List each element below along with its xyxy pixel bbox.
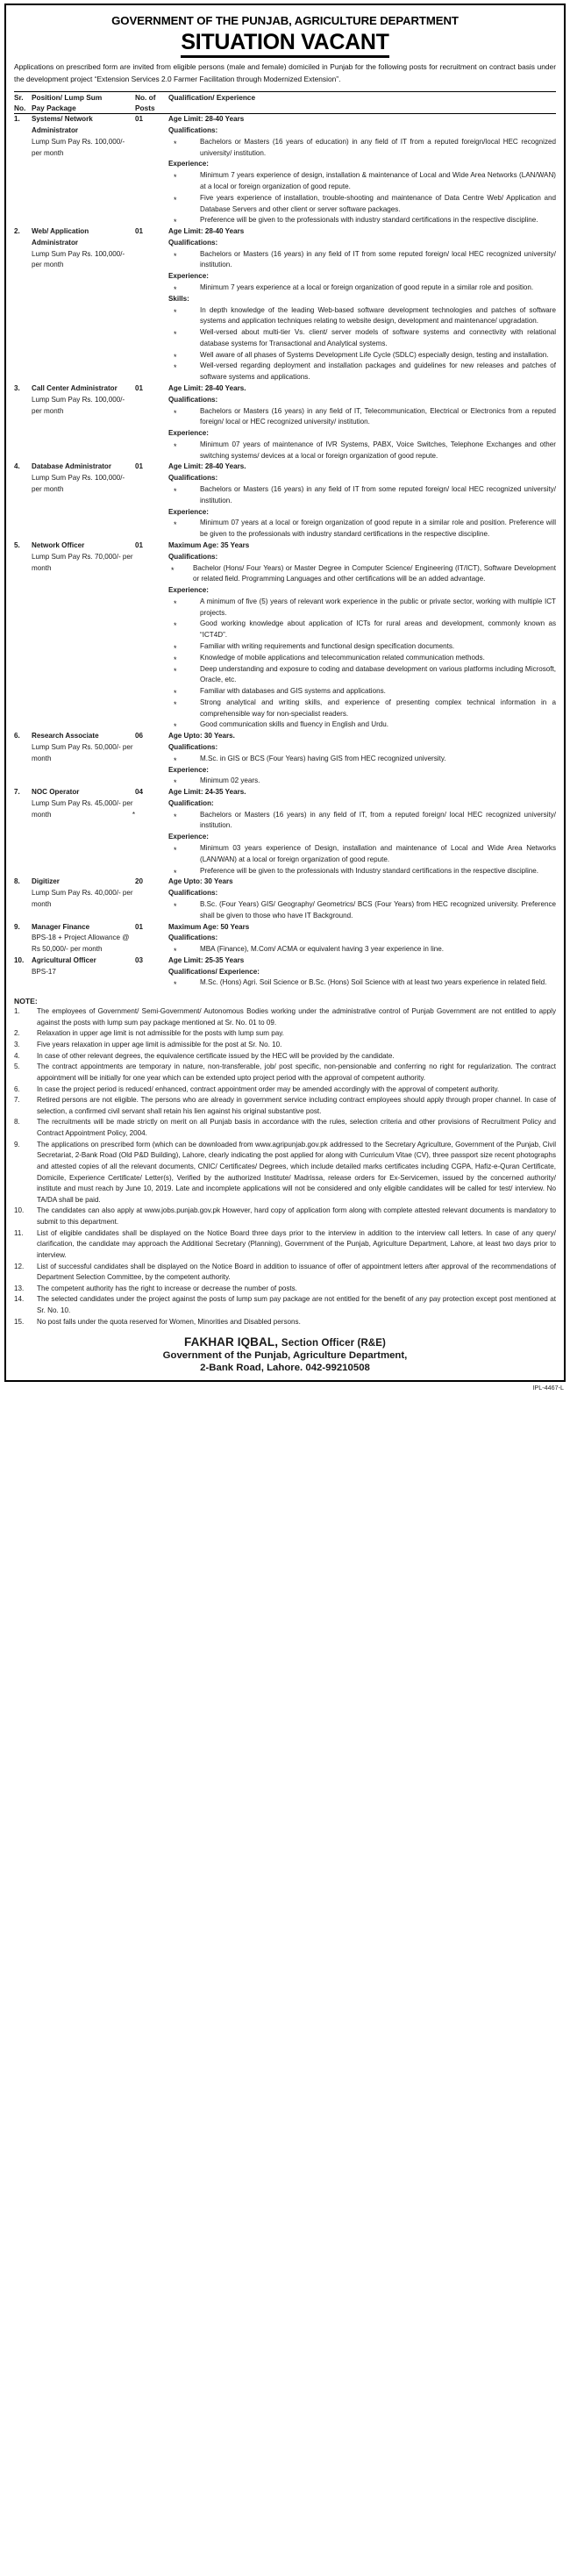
qualification-bullet-list <box>168 283 556 294</box>
qualification-section-heading: Qualifications: <box>168 743 218 751</box>
serial-number-text: 4. <box>14 462 20 471</box>
number-of-posts-text: 01 <box>135 540 144 549</box>
qualification-bullet-list <box>168 899 556 922</box>
table-row <box>14 731 556 787</box>
list-item: * Strong analytical and writing skills, and experience of presenting complex technical information in a comprehensible way for non-specialist readers. <box>168 698 556 720</box>
list-item: * In depth knowledge of the leading Web-based software development technologies and patches of software systems and application techniques relating to website design, development and maintenance/ upgradation. <box>168 305 556 328</box>
list-item: * Well aware of all phases of Systems Development Life Cycle (SDLC) especially design, testing and installation. <box>168 350 556 361</box>
row-serial-number <box>14 226 32 383</box>
notes-section <box>14 997 556 1327</box>
position-title: NOC Operator <box>32 788 80 797</box>
qualification-section-heading: Experience: <box>168 765 209 774</box>
header-qualification-label: Qualification/ Experience <box>168 93 256 103</box>
row-serial-number <box>14 731 32 787</box>
row-number-of-posts <box>135 955 168 989</box>
age-limit-label: Age Limit: <box>168 788 203 797</box>
row-position-cell <box>32 226 135 383</box>
list-item: * Bachelors or Masters (16 years) in any field of IT from some reputed foreign/ local HEC recognized university/ institution. <box>168 249 556 272</box>
list-item: * M.Sc. in GIS or BCS (Four Years) having GIS from HEC recognized university. <box>168 754 556 765</box>
list-item: * Minimum 02 years. <box>168 776 556 787</box>
note-item: Five years relaxation in upper age limit is admissible for the post at Sr. No. 10. <box>37 1041 282 1049</box>
list-item: * A minimum of five (5) years of relevant work experience in the public or private sector, working with multiple ICT projects. <box>168 597 556 619</box>
row-position-cell <box>32 383 135 462</box>
number-of-posts-text: 04 <box>135 788 144 797</box>
qualification-bullet-list <box>168 440 556 462</box>
list-item: * Preference will be given to the professionals with Industry standard certifications in the respective discipline. <box>168 866 556 877</box>
number-of-posts-text: 20 <box>135 877 144 886</box>
list-item: * MBA (Finance), M.Com/ ACMA or equivalent having 3 year experience in line. <box>168 944 556 955</box>
qualification-bullet-list <box>168 810 556 833</box>
row-qualification-cell <box>168 877 556 921</box>
list-item: * Minimum 07 years at a local or foreign organization of good repute in a similar role and position. Preference will be given to the professionals with industry standard certifications in the respective discipline. <box>168 518 556 540</box>
signatory-department: Government of the Punjab, Agriculture Department, <box>162 1350 408 1362</box>
position-title: Agricultural Officer <box>32 955 96 964</box>
position-title: Call Center Administrator <box>32 384 118 392</box>
age-limit-line <box>168 922 556 934</box>
serial-number-text: 1. <box>14 115 20 124</box>
serial-number-text: 8. <box>14 877 20 886</box>
list-item: * Minimum 03 years experience of Design, installation and maintenance of Local and Wide Area Networks (LAN/WAN) at a local or foreign organization of good repute. <box>168 843 556 866</box>
row-serial-number <box>14 922 32 955</box>
row-number-of-posts <box>135 383 168 462</box>
note-item: The selected candidates under the project against the posts of lump sum pay package are not entitled for the benefit of any pay protection except post mentioned at Sr. No. 10. <box>37 1295 556 1315</box>
header-sr-line2: No. <box>14 104 26 113</box>
list-item: * Minimum 7 years experience of design, installation & maintenance of Local and Wide Area Networks (LAN/WAN) at a local or foreign organization of good repute. <box>168 170 556 193</box>
note-item: In case of other relevant degrees, the equivalence certificate issued by the HEC will be provided by the candidate. <box>37 1051 395 1060</box>
header-cell-posts <box>135 92 168 114</box>
qualification-bullet-list <box>168 754 556 765</box>
list-item: * Bachelors or Masters (16 years of education) in any field of IT from a reputed foreign/local HEC recognized university/ institution. <box>168 137 556 160</box>
serial-number-text: 5. <box>14 540 20 549</box>
age-limit-label: Age Limit: <box>168 955 203 964</box>
table-row <box>14 922 556 955</box>
row-qualification-cell <box>168 383 556 462</box>
row-number-of-posts <box>135 114 168 226</box>
table-row <box>14 877 556 921</box>
age-limit-value: 30 Years <box>203 877 233 886</box>
row-position-cell <box>32 955 135 989</box>
signatory-name: FAKHAR IQBAL, <box>184 1335 279 1349</box>
row-number-of-posts <box>135 540 168 731</box>
qualification-section-heading: Qualifications: <box>168 395 218 404</box>
qualification-section-heading: Qualification: <box>168 798 214 807</box>
row-position-cell <box>32 922 135 955</box>
number-of-posts-text: 01 <box>135 462 144 471</box>
row-qualification-cell <box>168 540 556 731</box>
position-pay-package: Lump Sum Pay Rs. 40,000/- per month <box>32 889 133 908</box>
qualification-section-heading: Experience: <box>168 160 209 168</box>
signatory-line <box>14 1335 556 1349</box>
table-row <box>14 462 556 540</box>
list-item: * Minimum 7 years experience at a local or foreign organization of good repute in a similar role and position. <box>168 283 556 294</box>
row-position-cell <box>32 540 135 731</box>
position-pay-package: BPS-17 <box>32 967 56 976</box>
qualification-bullet-list <box>168 776 556 787</box>
qualification-bullet-list <box>168 518 556 540</box>
row-qualification-cell <box>168 114 556 226</box>
row-qualification-cell <box>168 731 556 787</box>
position-pay-package: Lump Sum Pay Rs. 100,000/- per month <box>32 395 125 415</box>
position-pay-package: Lump Sum Pay Rs. 70,000/- per month <box>32 552 133 572</box>
age-limit-line <box>168 383 556 395</box>
number-of-posts-text: 03 <box>135 955 144 964</box>
header-position-line2: Pay Package <box>32 104 76 113</box>
row-position-cell <box>32 731 135 787</box>
row-number-of-posts <box>135 877 168 921</box>
list-item: * Good communication skills and fluency in English and Urdu. <box>168 719 556 731</box>
list-item: * Bachelors or Masters (16 years) in any field of IT from some reputed foreign/ local HEC recognized university/ institution. <box>168 484 556 507</box>
serial-number-text: 3. <box>14 384 20 392</box>
qualification-bullet-list <box>168 977 556 989</box>
qualification-section-heading: Qualifications: <box>168 934 218 942</box>
qualification-section-heading: Qualifications: <box>168 238 218 247</box>
qualification-section-heading: Experience: <box>168 586 209 595</box>
qualification-section-heading: Qualifications: <box>168 889 218 898</box>
number-of-posts-text: 01 <box>135 115 144 124</box>
age-limit-value: 28-40 Years <box>204 115 245 124</box>
list-item: * Bachelors or Masters (16 years) in any field of IT, from a reputed foreign/ local HEC recognized university/ institution. <box>168 810 556 833</box>
position-pay-package: BPS-18 + Project Allowance @ Rs 50,000/- per month <box>32 934 130 954</box>
position-title: Systems/ Network Administrator <box>32 115 93 135</box>
position-title: Research Associate <box>32 732 99 741</box>
advertisement-frame <box>4 4 566 1382</box>
qualification-bullet-list <box>168 944 556 955</box>
row-number-of-posts <box>135 226 168 383</box>
list-item: * Bachelor (Hons/ Four Years) or Master Degree in Computer Science/ Engineering (IT/ICT), Software Development or related field. Programming Languages and other certifications will be an added advantage. <box>168 563 556 586</box>
row-qualification-cell <box>168 462 556 540</box>
row-qualification-cell <box>168 955 556 989</box>
age-limit-line <box>168 226 556 238</box>
list-item: * Familiar with databases and GIS systems and applications. <box>168 686 556 698</box>
row-serial-number <box>14 462 32 540</box>
table-row <box>14 787 556 877</box>
table-row <box>14 226 556 383</box>
serial-number-text: 7. <box>14 788 20 797</box>
signatory-address: 2-Bank Road, Lahore. 042-99210508 <box>200 1363 370 1374</box>
note-item: List of successful candidates shall be displayed on the Notice Board in addition to issuance of offer of appointment letters after approval of the recommendations of Department Selection Committee, by the competent authority. <box>37 1262 556 1282</box>
number-of-posts-text: 06 <box>135 732 144 741</box>
age-limit-line <box>168 540 556 552</box>
header-cell-sr <box>14 92 32 114</box>
age-limit-line <box>168 877 556 888</box>
header-sr-line1: Sr. <box>14 93 24 103</box>
serial-number-text: 2. <box>14 227 20 236</box>
position-pay-package: Lump Sum Pay Rs. 50,000/- per month <box>32 743 133 762</box>
row-number-of-posts <box>135 731 168 787</box>
row-serial-number <box>14 383 32 462</box>
qualification-section-heading: Qualifications: <box>168 552 218 561</box>
list-item: * Good working knowledge about application of ICTs for rural areas and development, commonly known as “ICT4D”. <box>168 619 556 641</box>
row-number-of-posts <box>135 462 168 540</box>
header-posts-line1: No. of <box>135 93 156 103</box>
row-serial-number <box>14 955 32 989</box>
age-limit-value: 35 Years <box>220 540 250 549</box>
jobs-table-body <box>14 92 556 989</box>
qualification-section-heading: Skills: <box>168 294 189 303</box>
position-pay-package: Lump Sum Pay Rs. 100,000/- per month <box>32 137 125 157</box>
row-serial-number <box>14 540 32 731</box>
row-serial-number <box>14 877 32 921</box>
age-limit-value: 50 Years <box>220 922 250 931</box>
position-pay-package: Lump Sum Pay Rs. 45,000/- per month <box>32 798 133 819</box>
list-item: * Well-versed about multi-tier Vs. client/ server models of software systems and connectivity with relational database systems for Transactional and Analytical systems. <box>168 327 556 350</box>
note-item: No post falls under the quota reserved for Women, Minorities and Disabled persons. <box>37 1317 301 1326</box>
row-position-cell <box>32 462 135 540</box>
number-of-posts-text: 01 <box>135 384 144 392</box>
age-limit-line <box>168 114 556 125</box>
notes-title: NOTE: <box>14 997 38 1006</box>
position-pay-package: Lump Sum Pay Rs. 100,000/- per month <box>32 474 125 494</box>
qualification-bullet-list <box>168 563 556 586</box>
list-item: * Five years experience of installation, trouble-shooting and maintenance of Data Centre Web/ Application and Database Servers and other client or server software packages. <box>168 193 556 216</box>
list-item: * Bachelors or Masters (16 years) in any field of IT, Telecommunication, Electrical or Electronics from a reputed foreign/ local or HEC recognized university/ institution. <box>168 406 556 429</box>
row-position-cell <box>32 787 135 877</box>
row-position-cell <box>32 114 135 226</box>
row-qualification-cell <box>168 787 556 877</box>
age-limit-label: Age Limit: <box>168 115 203 124</box>
list-item: * Knowledge of mobile applications and telecommunication related communication methods. <box>168 653 556 664</box>
position-title: Manager Finance <box>32 922 90 931</box>
age-limit-value: 28-40 Years. <box>204 462 246 471</box>
table-header-row <box>14 92 556 114</box>
table-row <box>14 955 556 989</box>
qualification-bullet-list <box>168 137 556 160</box>
qualification-section-heading: Qualifications/ Experience: <box>168 967 260 976</box>
list-item: * Well-versed regarding deployment and installation packages and guidelines for new releases and patches of software systems and applications. <box>168 361 556 383</box>
age-limit-value: 24-35 Years. <box>204 788 246 797</box>
age-limit-value: 25-35 Years <box>204 955 245 964</box>
jobs-table <box>14 91 556 989</box>
position-title: Web/ Application Administrator <box>32 227 89 247</box>
age-limit-label: Age Limit: <box>168 462 203 471</box>
row-number-of-posts <box>135 787 168 877</box>
serial-number-text: 6. <box>14 732 20 741</box>
list-item: * M.Sc. (Hons) Agri. Soil Science or B.Sc. (Hons) Soil Science with at least two years experience in related field. <box>168 977 556 989</box>
age-limit-value: 28-40 Years <box>204 227 245 236</box>
signature-block <box>14 1335 556 1373</box>
note-item: In case the project period is reduced/ enhanced, contract appointment order may be amended accordingly with the approval of competent authority. <box>37 1084 500 1093</box>
qualification-bullet-list <box>168 305 556 383</box>
position-title: Network Officer <box>32 540 85 549</box>
ipl-code: IPL-4467-L <box>532 1384 564 1392</box>
note-item: Relaxation in upper age limit is not admissible for the posts with lump sum pay. <box>37 1029 284 1038</box>
row-serial-number <box>14 787 32 877</box>
note-item: Retired persons are not eligible. The persons who are already in government service including contract employees should apply through proper channel. In case of selection, a confirmed civil servant shall retain his lien against his original substantive post. <box>37 1096 556 1115</box>
qualification-section-heading: Experience: <box>168 833 209 841</box>
age-limit-label: Age Limit: <box>168 384 203 392</box>
list-item: * B.Sc. (Four Years) GIS/ Geography/ Geometrics/ BCS (Four Years) from HEC recognized university. Preference shall be given to those who have IT Background. <box>168 899 556 922</box>
qualification-section-heading: Experience: <box>168 429 209 438</box>
row-qualification-cell <box>168 226 556 383</box>
table-row <box>14 540 556 731</box>
row-position-cell <box>32 877 135 921</box>
header-cell-position <box>32 92 135 114</box>
serial-number-text: 10. <box>14 955 25 964</box>
row-serial-number <box>14 114 32 226</box>
table-row <box>14 383 556 462</box>
qualification-bullet-list <box>168 249 556 272</box>
list-item: * Familiar with writing requirements and functional design specification documents. <box>168 641 556 653</box>
header-cell-qualification <box>168 92 556 114</box>
age-limit-line <box>168 731 556 742</box>
row-number-of-posts <box>135 922 168 955</box>
age-limit-value: 28-40 Years. <box>204 384 246 392</box>
age-limit-value: 30 Years. <box>203 732 235 741</box>
serial-number-text: 9. <box>14 922 20 931</box>
page-title-text: SITUATION VACANT <box>181 30 388 58</box>
row-qualification-cell <box>168 922 556 955</box>
qualification-bullet-list <box>168 406 556 429</box>
qualification-bullet-list <box>168 484 556 507</box>
number-of-posts-text: 01 <box>135 227 144 236</box>
qualification-section-heading: Experience: <box>168 507 209 516</box>
header-position-line1: Position/ Lump Sum <box>32 93 103 103</box>
age-limit-label: Maximum Age: <box>168 922 219 931</box>
signatory-role: Section Officer (R&E) <box>281 1338 386 1349</box>
qualification-section-heading: Experience: <box>168 272 209 281</box>
position-pay-package: Lump Sum Pay Rs. 100,000/- per month <box>32 249 125 269</box>
qualification-bullet-list <box>168 170 556 226</box>
note-item: The employees of Government/ Semi-Government/ Autonomous Bodies working under the administrative control of Punjab Government are not entitled to apply against the posts with lump sum pay package mentioned at Sr. No. 01 to 09. <box>37 1007 556 1027</box>
number-of-posts-text: 01 <box>135 922 144 931</box>
page-title <box>14 30 556 55</box>
note-item: The candidates can also apply at www.jobs.punjab.gov.pk However, hard copy of application form along with complete attested relevant documents is mandatory to submit to this department. <box>37 1206 556 1227</box>
position-title: Database Administrator <box>32 462 112 471</box>
age-limit-line <box>168 787 556 798</box>
table-row <box>14 114 556 226</box>
position-pay-asterisk: * <box>132 811 135 819</box>
note-item: The applications on prescribed form (which can be downloaded from www.agripunjab.gov.pk addressed to the Secretary Agriculture, Government of the Punjab, Civil Secretariat, 2-Bank Road (Old P&D Building), Lahore, clearly indicating the post applied for along with Curriculum Vitae (CV), three passport size recent photographs and attested copies of all the relevant documents, CNIC/ Certificates/ Degrees, which include detailed marks certificates including CGPA, Hafiz-e-Quran Certificate, Domicile, Experience Certificate/ Letter(s), Verified by the authorized Institute/ Madrissa, release orders for Ex-Servicemen, issued by the concerned authority/ institute and must reach by June 10, 2019. Late and incomplete applications will not be considered and only eligible candidates will be called for test/ interview. No TA/DA shall be paid. <box>37 1140 556 1204</box>
intro-paragraph: Applications on prescribed form are invited from eligible persons (male and female) domiciled in Punjab for the following posts for recruitment on contract basis under the development project “Extension Services 2.0 Farmer Facilitation through Modernized Extension”. <box>14 62 556 83</box>
list-item: * Preference will be given to the professionals with industry standard certifications in the respective discipline. <box>168 215 556 226</box>
age-limit-label: Age Upto: <box>168 877 203 886</box>
list-item: * Minimum 07 years of maintenance of IVR Systems, PABX, Voice Switches, Telephone Exchanges and other switching systems/ devices at a local or foreign organization of good repute. <box>168 440 556 462</box>
age-limit-line <box>168 955 556 967</box>
qualification-bullet-list <box>168 843 556 877</box>
age-limit-label: Age Upto: <box>168 732 203 741</box>
position-title: Digitizer <box>32 877 60 886</box>
age-limit-label: Age Limit: <box>168 227 203 236</box>
age-limit-label: Maximum Age: <box>168 540 219 549</box>
note-item: The competent authority has the right to increase or decrease the number of posts. <box>37 1284 297 1292</box>
notes-list <box>14 1006 556 1327</box>
note-item: List of eligible candidates shall be displayed on the Notice Board three days prior to the interview in addition to the interview call letters. In case of any query/ clarification, the candidate may approach the Additional Secretary (Planning), Government of the Punjab, Agriculture Department, Lahore, at least two days prior to interview. <box>37 1228 556 1259</box>
note-item: The recruitments will be made strictly on merit on all Punjab basis in accordance with the rules, selection criteria and other provisions of Recruitment Policy and Contract Appointment Policy, 2004. <box>37 1118 556 1138</box>
header-posts-line2: Posts <box>135 104 155 113</box>
list-item: * Deep understanding and exposure to coding and database development on various platforms including Microsoft, Oracle, etc. <box>168 664 556 687</box>
qualification-section-heading: Qualifications: <box>168 126 218 135</box>
note-item: The contract appointments are temporary in nature, non-transferable, job/ post specific, non-pensionable and conferring no right for regularization. The contract appointment will be initially for one year which can be extended upto project period with the approval of competent authority. <box>37 1063 556 1082</box>
qualification-bullet-list <box>168 597 556 731</box>
department-title: GOVERNMENT OF THE PUNJAB, AGRICULTURE DEPARTMENT <box>111 14 459 27</box>
qualification-section-heading: Qualifications: <box>168 474 218 483</box>
age-limit-line <box>168 462 556 473</box>
